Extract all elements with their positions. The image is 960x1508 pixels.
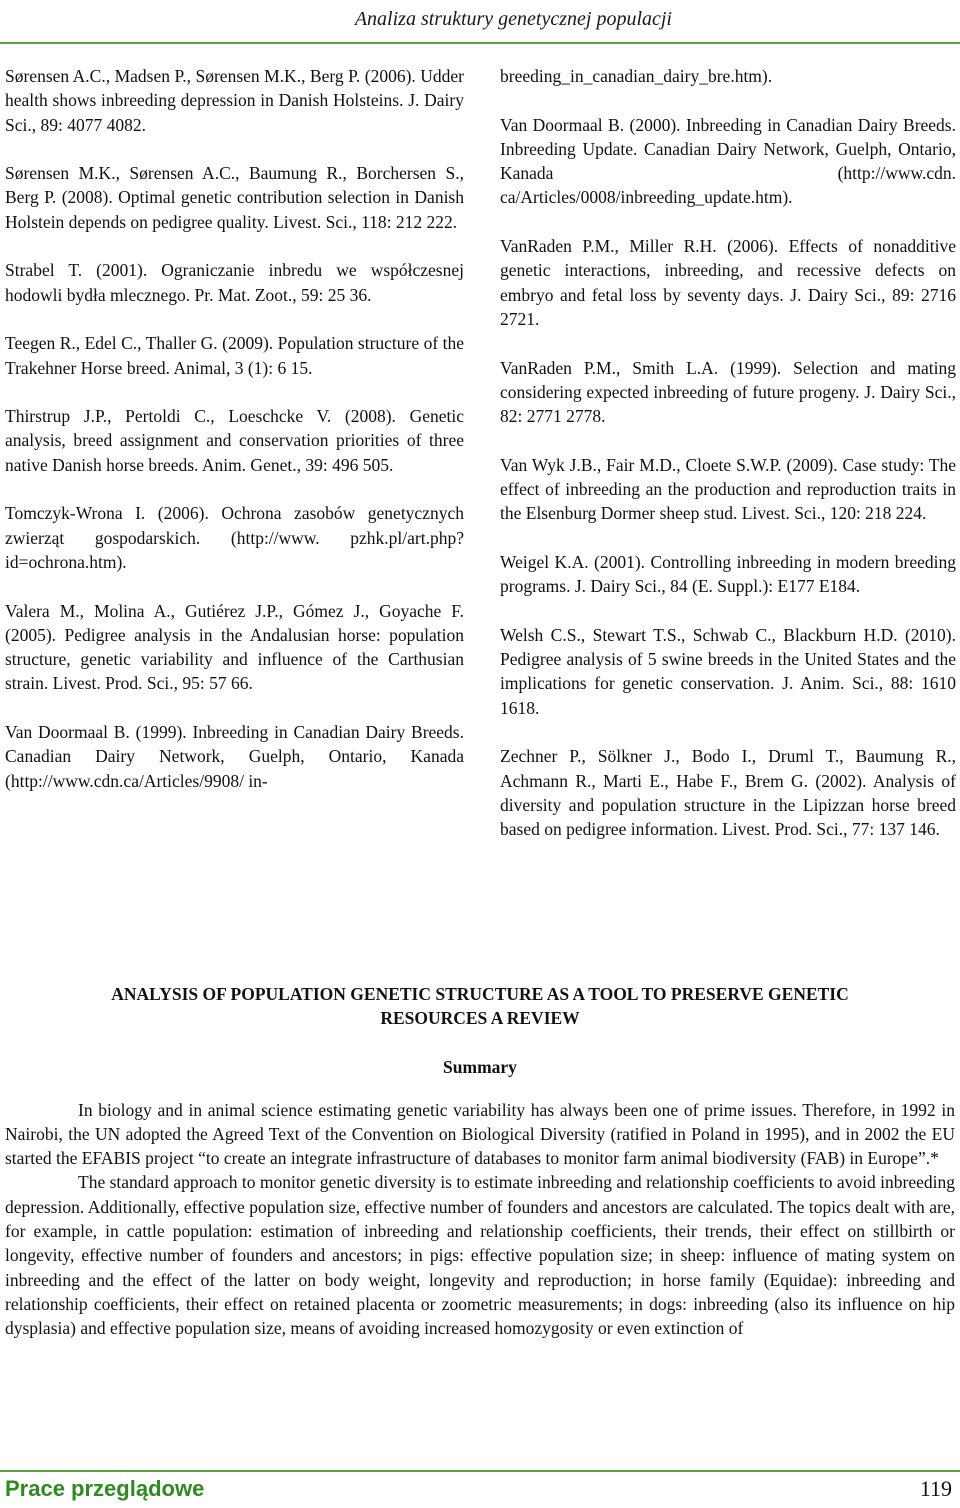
reference-item: Zechner P., Sölkner J., Bodo I., Druml T., Baumung R., Achmann R., Marti E., Habe F., Brem G. (2002). Analysis of diversity and population structure in the Lipizzan horse breed based on pedigree information. Livest. Prod. Sci., 77: 137 146. [500, 746, 956, 840]
summary-paragraph-1: In biology and in animal science estimating genetic variability has always been one of prime issues. Therefore, in 1992 in Nairobi, the UN adopted the Agreed Text of the Convention on Biological Diversity (ratified in Poland in 1995), and in 2002 the EU started the EFABIS project “to create an integrate infrastructure of databases to monitor farm animal biodiversity (FAB) in Europe”.* [5, 1099, 955, 1169]
reference-item: VanRaden P.M., Smith L.A. (1999). Selection and mating considering expected inbreeding of future progeny. J. Dairy Sci., 82: 2771 2778. [500, 357, 956, 427]
references-right-column [500, 64, 956, 866]
summary-title-line-1: ANALYSIS OF POPULATION GENETIC STRUCTURE AS A TOOL TO PRESERVE GENETIC [111, 984, 849, 1004]
reference-item: Sørensen A.C., Madsen P., Sørensen M.K., Berg P. (2006). Udder health shows inbreeding depression in Danish Holsteins. J. Dairy Sci., 89: 4077 4082. [5, 66, 464, 135]
reference-item: Sørensen M.K., Sørensen A.C., Baumung R., Borchersen S., Berg P. (2008). Optimal genetic contribution selection in Danish Holstein depends on pedigree quality. Livest. Sci., 118: 212 222. [5, 163, 464, 232]
running-header-title: Analiza struktury genetycznej populacji [354, 8, 672, 30]
page-number: 119 [919, 1476, 952, 1501]
footer-divider [0, 1470, 960, 1472]
reference-item: Strabel T. (2001). Ograniczanie inbredu we współczesnej hodowli bydła mlecznego. Pr. Mat. Zoot., 59: 25 36. [5, 260, 464, 305]
reference-item-continued: breeding_in_canadian_dairy_bre.htm). [500, 66, 773, 86]
reference-item: Van Doormaal B. (2000). Inbreeding in Canadian Dairy Breeds. Inbreeding Update. Canadian Dairy Network, Guelph, Ontario, Kanada (http://www.cdn. ca/Articles/0008/inbreeding_update.htm). [500, 114, 956, 208]
reference-item: Thirstrup J.P., Pertoldi C., Loeschcke V. (2008). Genetic analysis, breed assignment and conservation priorities of three native Danish horse breeds. Anim. Genet., 39: 496 505. [5, 406, 464, 475]
reference-item: Tomczyk-Wrona I. (2006). Ochrona zasobów genetycznych zwierząt gospodarskich. (http://www. pzhk.pl/art.php?id=ochrona.htm). [5, 503, 464, 572]
header-divider [0, 42, 960, 44]
reference-item: Weigel K.A. (2001). Controlling inbreeding in modern breeding programs. J. Dairy Sci., 84 (E. Suppl.): E177 E184. [500, 551, 956, 597]
reference-item: Van Doormaal B. (1999). Inbreeding in Canadian Dairy Breeds. Canadian Dairy Network, Guelph, Ontario, Kanada (http://www.cdn.ca/Articles/9908/ in- [5, 722, 464, 791]
reference-item: VanRaden P.M., Miller R.H. (2006). Effects of nonadditive genetic interactions, inbreeding, and recessive defects on embryo and fetal loss by seventy days. J. Dairy Sci., 89: 2716 2721. [500, 236, 956, 329]
reference-item: Welsh C.S., Stewart T.S., Schwab C., Blackburn H.D. (2010). Pedigree analysis of 5 swine breeds in the United States and the implications for genetic conservation. J. Anim. Sci., 88: 1610 1618. [500, 624, 956, 718]
footer-section-label: Prace przeglądowe [5, 1476, 205, 1501]
reference-item: Van Wyk J.B., Fair M.D., Cloete S.W.P. (2009). Case study: The effect of inbreeding an the production and reproduction traits in the Elsenburg Dormer sheep stud. Livest. Sci., 120: 218 224. [500, 454, 956, 524]
reference-item: Valera M., Molina A., Gutiérez J.P., Gómez J., Goyache F. (2005). Pedigree analysis in the Andalusian horse: population structure, genetic variability and influence of the Carthusian strain. Livest. Prod. Sci., 95: 57 66. [5, 600, 464, 694]
summary-paragraph-2: The standard approach to monitor genetic diversity is to estimate inbreeding and relationship coefficients to avoid inbreeding depression. Additionally, effective population size, effective number of founders and ancestors are calculated. The topics dealt with are, for example, in cattle population: estimation of inbreeding and relationship coefficients, their trends, their effect on stillbirth or longevity, effective number of founders and ancestors; in pigs: effective population size; in sheep: influence of mating system on inbreeding and the effect of the latter on body weight, longevity and reproduction; in horse family (Equidae): inbreeding and relationship coefficients, their effect on retained placenta or zoometric measurements; in dogs: inbreeding (also its influence on hip dysplasia) and effective population size, means of avoiding increased homozygosity or even extinction of [5, 1172, 955, 1339]
references-left-column [5, 64, 464, 817]
summary-heading: Summary [443, 1056, 517, 1077]
english-summary [5, 982, 955, 1341]
reference-item: Teegen R., Edel C., Thaller G. (2009). Population structure of the Trakehner Horse breed. Animal, 3 (1): 6 15. [5, 333, 464, 378]
summary-title-line-2: RESOURCES A REVIEW [380, 1008, 580, 1029]
